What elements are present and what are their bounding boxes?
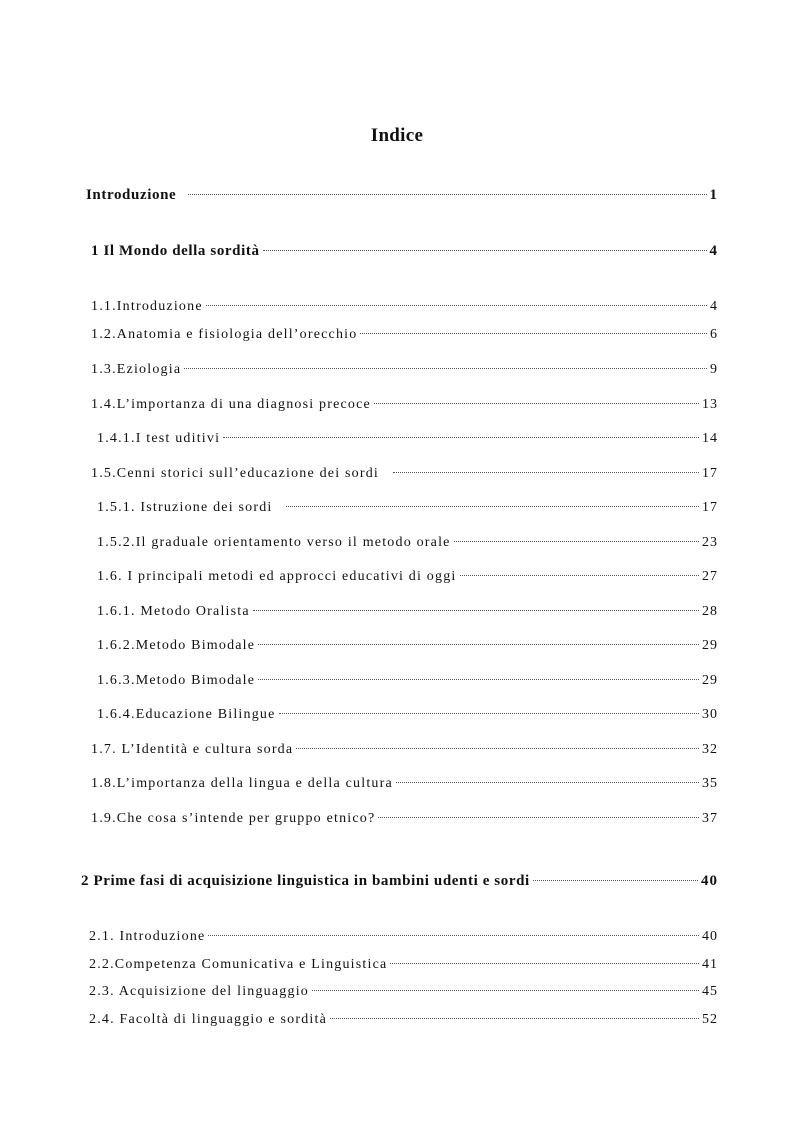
dot-leader (208, 935, 699, 936)
toc-entry-page: 23 (702, 535, 718, 550)
toc-entry-page: 41 (702, 957, 718, 972)
toc-entry-chapter-1[interactable] (91, 241, 718, 261)
toc-entry-label: 1.6. I principali metodi ed approcci educativi di oggi (97, 569, 457, 584)
toc-entry-1-5-1[interactable] (97, 498, 718, 518)
dot-leader (223, 437, 699, 438)
toc-entry-1-5[interactable] (91, 464, 718, 484)
dot-leader (286, 506, 699, 507)
toc-entry-label: 1.6.4.Educazione Bilingue (97, 707, 276, 722)
dot-leader (206, 305, 707, 306)
dot-leader (296, 748, 699, 749)
toc-entry-page: 17 (702, 466, 718, 481)
toc-entry-1-8[interactable] (91, 774, 718, 794)
toc-entry-label: 2 Prime fasi di acquisizione linguistica in bambini udenti e sordi (81, 873, 530, 889)
toc-entry-1-9[interactable] (91, 809, 718, 829)
toc-entry-1-6-1[interactable] (97, 602, 718, 622)
dot-leader (188, 194, 706, 195)
toc-entry-page: 52 (702, 1012, 718, 1027)
toc-entry-1-6[interactable] (97, 567, 718, 587)
toc-entry-label: 1.6.1. Metodo Oralista (97, 604, 250, 619)
toc-entry-label: 1.4.L’importanza di una diagnosi precoce (91, 397, 371, 412)
toc-entry-label: 1.8.L’importanza della lingua e della cultura (91, 776, 393, 791)
toc-entry-page: 40 (702, 929, 718, 944)
toc-entry-label: 1.2.Anatomia e fisiologia dell’orecchio (91, 327, 358, 342)
toc-entry-page: 40 (701, 873, 718, 889)
toc-entry-2-1[interactable] (89, 927, 718, 947)
toc-entry-label: 2.3. Acquisizione del linguaggio (89, 984, 309, 999)
dot-leader (460, 575, 700, 576)
toc-entry-page: 4 (709, 243, 718, 259)
dot-leader (396, 782, 699, 783)
toc-entry-introduzione[interactable] (86, 185, 718, 205)
toc-entry-label: 2.4. Facoltà di linguaggio e sordità (89, 1012, 327, 1027)
dot-leader (378, 817, 699, 818)
toc-entry-1-7[interactable] (91, 740, 718, 760)
toc-entry-label: 2.2.Competenza Comunicativa e Linguistica (89, 957, 388, 972)
toc-entry-page: 9 (710, 362, 718, 377)
dot-leader (258, 679, 699, 680)
dot-leader (184, 368, 707, 369)
dot-leader (279, 713, 699, 714)
toc-entry-page: 32 (702, 742, 718, 757)
toc-entry-1-3[interactable] (91, 360, 718, 380)
dot-leader (330, 1018, 699, 1019)
toc-entry-label: 1.3.Eziologia (91, 362, 182, 377)
dot-leader (312, 990, 699, 991)
toc-entry-2-3[interactable] (89, 982, 718, 1002)
toc-entry-page: 6 (710, 327, 718, 342)
dot-leader (390, 963, 699, 964)
toc-entry-page: 37 (702, 811, 718, 826)
page-title: Indice (370, 125, 424, 146)
dot-leader (454, 541, 699, 542)
toc-entry-page: 13 (702, 397, 718, 412)
toc-entry-1-4[interactable] (91, 395, 718, 415)
toc-entry-page: 35 (702, 776, 718, 791)
dot-leader (374, 403, 699, 404)
toc-entry-page: 29 (702, 638, 718, 653)
dot-leader (533, 880, 698, 881)
toc-entry-label: 1.6.3.Metodo Bimodale (97, 673, 256, 688)
dot-leader (393, 472, 699, 473)
dot-leader (253, 610, 699, 611)
toc-entry-page: 29 (702, 673, 718, 688)
toc-entry-page: 28 (702, 604, 718, 619)
toc-entry-2-4[interactable] (89, 1010, 718, 1030)
toc-entry-label: 2.1. Introduzione (89, 929, 206, 944)
toc-entry-chapter-2[interactable] (81, 871, 718, 891)
dot-leader (263, 250, 707, 251)
toc-entry-page: 4 (710, 299, 718, 314)
toc-entry-label: 1.6.2.Metodo Bimodale (97, 638, 256, 653)
toc-entry-label: 1.5.2.Il graduale orientamento verso il metodo orale (97, 535, 451, 550)
toc-entry-label: 1.7. L’Identità e cultura sorda (91, 742, 294, 757)
toc-entry-1-5-2[interactable] (97, 533, 718, 553)
toc-entry-1-2[interactable] (91, 325, 718, 345)
toc-entry-label: 1.4.1.I test uditivi (97, 431, 221, 446)
toc-entry-label: 1.5.Cenni storici sull’educazione dei sordi (91, 466, 379, 481)
toc-entry-1-6-3[interactable] (97, 671, 718, 691)
toc-entry-1-6-2[interactable] (97, 636, 718, 656)
toc-entry-1-4-1[interactable] (97, 429, 718, 449)
toc-entry-page: 17 (702, 500, 718, 515)
toc-entry-label: 1.1.Introduzione (91, 299, 203, 314)
toc-entry-1-6-4[interactable] (97, 705, 718, 725)
toc-entry-label: 1.9.Che cosa s’intende per gruppo etnico? (91, 811, 376, 826)
toc-entry-label: Introduzione (86, 187, 177, 203)
toc-entry-label: 1.5.1. Istruzione dei sordi (97, 500, 273, 515)
toc-entry-page: 14 (702, 431, 718, 446)
toc-entry-label: 1 Il Mondo della sordità (91, 243, 260, 259)
dot-leader (258, 644, 699, 645)
toc-entry-page: 1 (709, 187, 718, 203)
dot-leader (360, 333, 707, 334)
toc-entry-1-1[interactable] (91, 297, 718, 317)
toc-entry-2-2[interactable] (89, 955, 718, 975)
toc-entry-page: 45 (702, 984, 718, 999)
toc-entry-page: 27 (702, 569, 718, 584)
toc-entry-page: 30 (702, 707, 718, 722)
